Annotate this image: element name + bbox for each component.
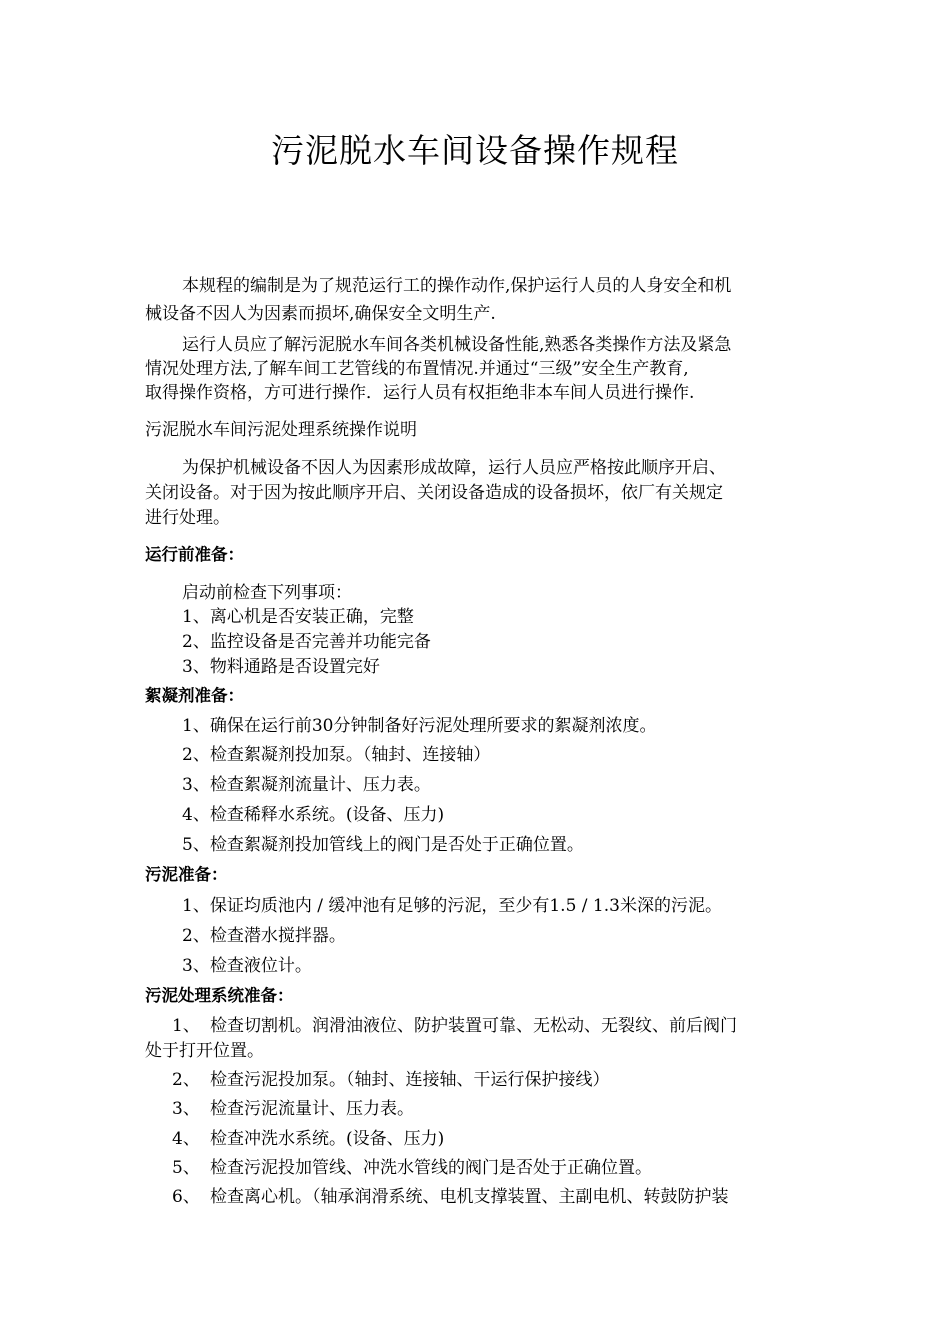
page-title: 污泥脱水车间设备操作规程 <box>271 131 679 170</box>
order-para-line: 关闭设备。对于因为按此顺序开启、关闭设备造成的设备损坏，依厂有关规定 <box>145 483 723 503</box>
list-item <box>172 1127 444 1151</box>
item-text: 检查污泥投加泵。（轴封、连接轴、干运行保护接线） <box>210 1070 610 1090</box>
item-number: 4、 <box>172 1129 200 1149</box>
list-item <box>172 1097 414 1121</box>
list-item <box>172 1156 652 1180</box>
list-item <box>172 1014 737 1038</box>
item-text: 检查冲洗水系统。(设备、压力) <box>210 1129 445 1149</box>
item-number: 5、 <box>172 1158 200 1178</box>
system-heading: 污泥处理系统准备： <box>145 986 294 1005</box>
list-item: 5、检查絮凝剂投加管线上的阀门是否处于正确位置。 <box>182 835 584 855</box>
intro-line: 械设备不因人为因素而损坏,确保安全文明生产. <box>145 304 496 324</box>
list-item: 3、检查液位计。 <box>182 956 312 976</box>
list-item <box>172 1068 610 1092</box>
item-number: 2、 <box>172 1070 200 1090</box>
item-number: 6、 <box>172 1187 200 1207</box>
list-item: 3、物料通路是否设置完好 <box>182 657 380 677</box>
section-title: 污泥脱水车间污泥处理系统操作说明 <box>145 420 417 440</box>
item-text: 检查切割机。润滑油液位、防护装置可靠、无松动、无裂纹、前后阀门 <box>210 1016 737 1036</box>
list-item: 2、监控设备是否完善并功能完备 <box>182 632 431 652</box>
pre-run-heading: 运行前准备： <box>145 545 244 564</box>
list-item: 2、检查潜水搅拌器。 <box>182 926 346 946</box>
list-item: 1、确保在运行前30分钟制备好污泥处理所要求的絮凝剂浓度。 <box>182 716 657 736</box>
item-text: 检查污泥投加管线、冲洗水管线的阀门是否处于正确位置。 <box>210 1158 652 1178</box>
intro-line: 运行人员应了解污泥脱水车间各类机械设备性能,熟悉各类操作方法及紧急 <box>182 335 732 355</box>
list-item <box>172 1185 729 1209</box>
list-item: 1、保证均质池内 / 缓冲池有足够的污泥，至少有1.5 / 1.3米深的污泥。 <box>182 896 722 916</box>
pre-run-intro: 启动前检查下列事项： <box>182 583 352 603</box>
item-number: 3、 <box>172 1099 200 1119</box>
intro-line: 本规程的编制是为了规范运行工的操作动作,保护运行人员的人身安全和机 <box>182 276 732 296</box>
sludge-heading: 污泥准备： <box>145 865 228 884</box>
order-para-line: 为保护机械设备不因人为因素形成故障，运行人员应严格按此顺序开启、 <box>182 458 726 478</box>
flocculant-heading: 絮凝剂准备： <box>145 686 244 705</box>
intro-line: 取得操作资格，方可进行操作．运行人员有权拒绝非本车间人员进行操作. <box>145 383 695 403</box>
list-item: 4、检查稀释水系统。(设备、压力) <box>182 805 445 825</box>
item-continuation: 处于打开位置。 <box>145 1041 264 1061</box>
list-item: 2、检查絮凝剂投加泵。（轴封、连接轴） <box>182 745 491 765</box>
item-text: 检查污泥流量计、压力表。 <box>210 1099 414 1119</box>
list-item: 3、检查絮凝剂流量计、压力表。 <box>182 775 431 795</box>
item-number: 1、 <box>172 1016 200 1036</box>
list-item: 1、离心机是否安装正确，完整 <box>182 607 414 627</box>
item-text: 检查离心机。（轴承润滑系统、电机支撑装置、主副电机、转鼓防护装 <box>210 1187 729 1207</box>
order-para-line: 进行处理。 <box>145 508 230 528</box>
intro-line: 情况处理方法,了解车间工艺管线的布置情况.并通过“三级”安全生产教育, <box>145 359 689 379</box>
